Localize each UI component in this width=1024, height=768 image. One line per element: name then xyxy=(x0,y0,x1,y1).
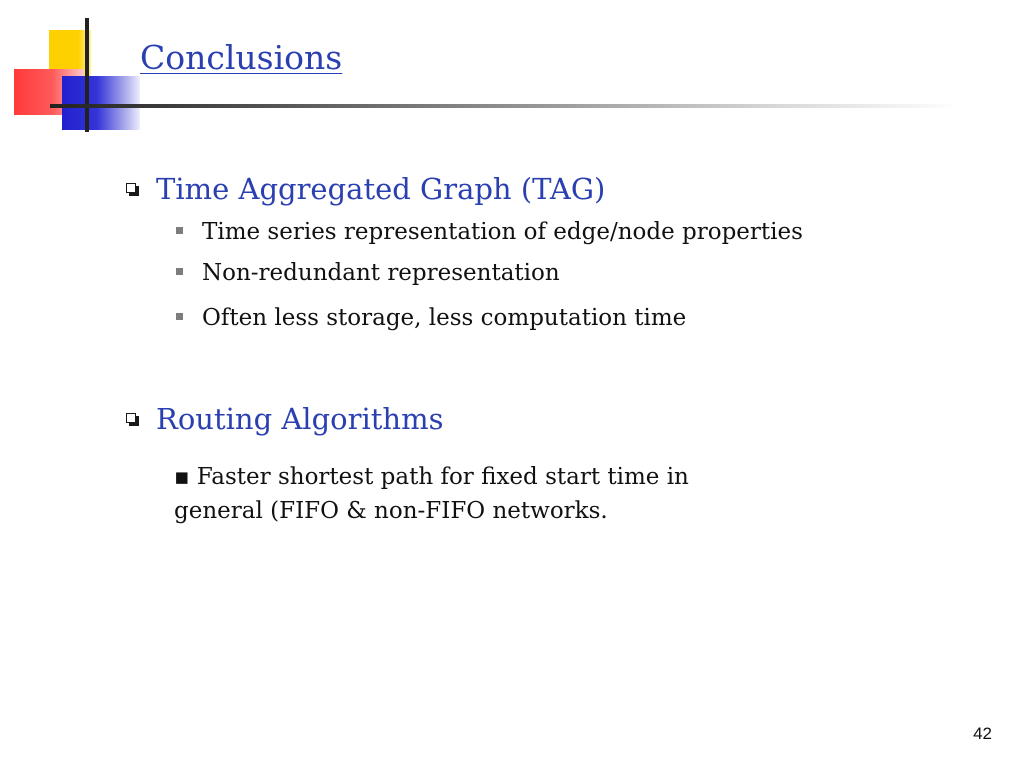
hollow-square-bullet-icon xyxy=(126,413,136,423)
sub-bullet-text: Non-redundant representation xyxy=(202,260,560,286)
sub-bullet-text: Often less storage, less computation time xyxy=(202,305,687,331)
bullet-routing-text: Routing Algorithms xyxy=(156,402,444,436)
filled-square-bullet-icon xyxy=(176,313,183,320)
logo-vertical-rule xyxy=(85,18,89,132)
page-number: 42 xyxy=(973,724,992,743)
slide-title: Conclusions xyxy=(140,38,343,77)
bullet-tag-text: Time Aggregated Graph (TAG) xyxy=(156,172,606,206)
bullet-routing xyxy=(126,402,443,437)
sub-bullet-text: Time series representation of edge/node properties xyxy=(202,219,803,245)
logo-blue-block xyxy=(62,76,140,130)
sub-bullet-item xyxy=(176,260,560,288)
filled-square-bullet-icon xyxy=(176,268,183,275)
title-underline-rule xyxy=(50,104,960,108)
filled-square-bullet-icon xyxy=(176,227,183,234)
bullet-tag xyxy=(126,172,605,207)
routing-paragraph: ▪ Faster shortest path for fixed start time in general (FIFO & non-FIFO networks. xyxy=(174,464,689,524)
sub-bullet-item xyxy=(176,305,686,333)
sub-bullet-item xyxy=(176,219,803,247)
hollow-square-bullet-icon xyxy=(126,183,136,193)
